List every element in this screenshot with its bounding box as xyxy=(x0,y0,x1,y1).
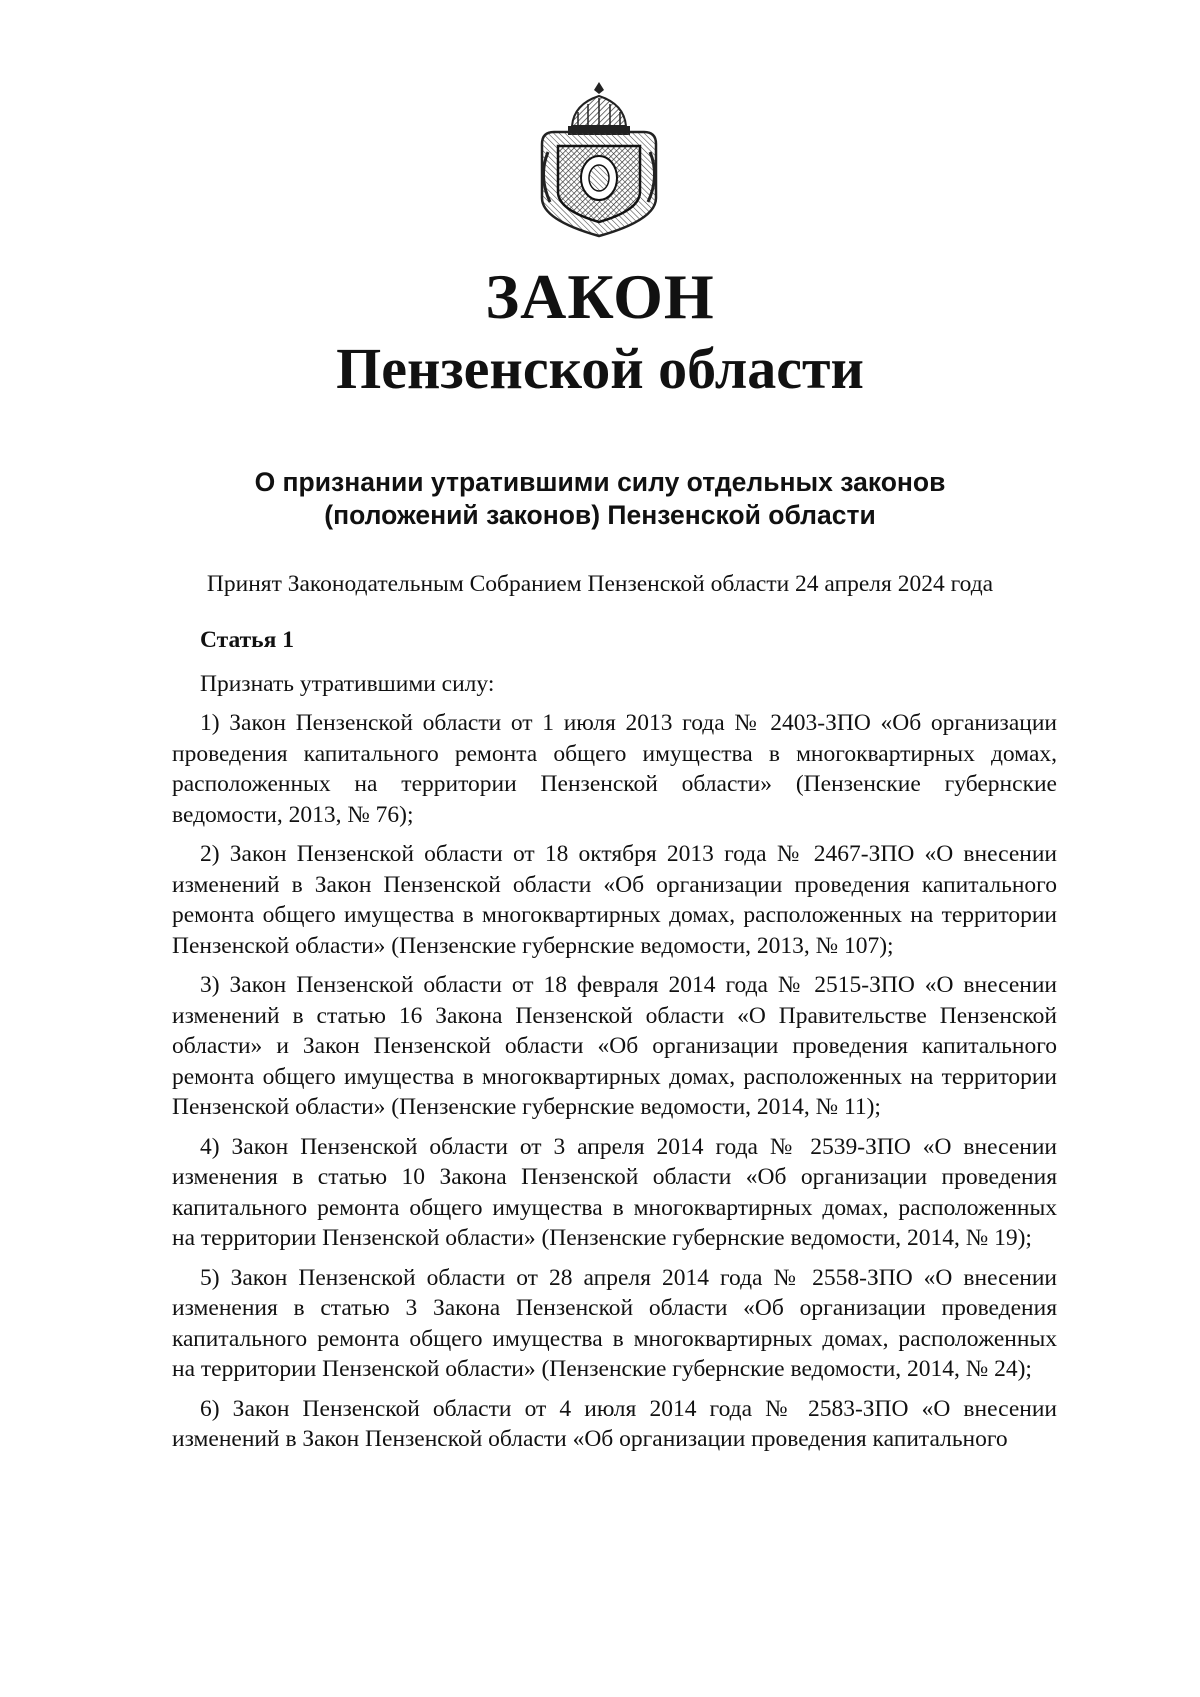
law-heading-line-1: О признании утратившими силу отдельных законов xyxy=(254,467,946,497)
list-item-3: 3) Закон Пензенской области от 18 февраля 2014 года № 2515-ЗПО «О внесении изменений в статью 16 Закона Пензенской области «О Правительстве Пензенской области» и Закон Пензенской области «Об организации проведения капитального ремонта общего имущества в многоквартирных домах, расположенных на территории Пензенской области» (Пензенские губернские ведомости, 2014, № 11); xyxy=(172,972,1057,1120)
adoption-note: Принят Законодательным Собранием Пензенской области 24 апреля 2024 года xyxy=(206,571,994,597)
document-body xyxy=(172,625,1057,1464)
list-item-4: 4) Закон Пензенской области от 3 апреля 2014 года № 2539-ЗПО «О внесении изменения в статью 10 Закона Пензенской области «Об организации проведения капитального ремонта общего имущества в многоквартирных домах, расположенных на территории Пензенской области» (Пензенские губернские ведомости, 2014, № 19); xyxy=(172,1133,1057,1251)
list-item-5: 5) Закон Пензенской области от 28 апреля 2014 года № 2558-ЗПО «О внесении изменения в статью 3 Закона Пензенской области «Об организации проведения капитального ремонта общего имущества в многоквартирных домах, расположенных на территории Пензенской области» (Пензенские губернские ведомости, 2014, № 24); xyxy=(172,1264,1057,1382)
list-item-1: 1) Закон Пензенской области от 1 июля 2013 года № 2403-ЗПО «Об организации проведения капитального ремонта общего имущества в многоквартирных домах, расположенных на территории Пензенской области» (Пензенские губернские ведомости, 2013, № 76); xyxy=(172,710,1057,828)
document-subtitle: Пензенской области xyxy=(336,336,864,401)
law-heading-line-2: (положений законов) Пензенской области xyxy=(324,500,876,530)
coat-of-arms-emblem-icon xyxy=(534,80,664,238)
document-title: ЗАКОН xyxy=(485,261,715,332)
list-item-2: 2) Закон Пензенской области от 18 октября 2013 года № 2467-ЗПО «О внесении изменений в Закон Пензенской области «Об организации проведения капитального ремонта общего имущества в многоквартирных домах, расположенных на территории Пензенской области» (Пензенские губернские ведомости, 2013, № 107); xyxy=(172,841,1057,959)
law-heading xyxy=(150,466,1050,532)
article-intro: Признать утратившими силу: xyxy=(200,670,495,697)
article-title: Статья 1 xyxy=(200,627,294,653)
list-item-6: 6) Закон Пензенской области от 4 июля 2014 года № 2583-ЗПО «О внесении изменений в Закон Пензенской области «Об организации проведения капитального xyxy=(172,1395,1057,1452)
